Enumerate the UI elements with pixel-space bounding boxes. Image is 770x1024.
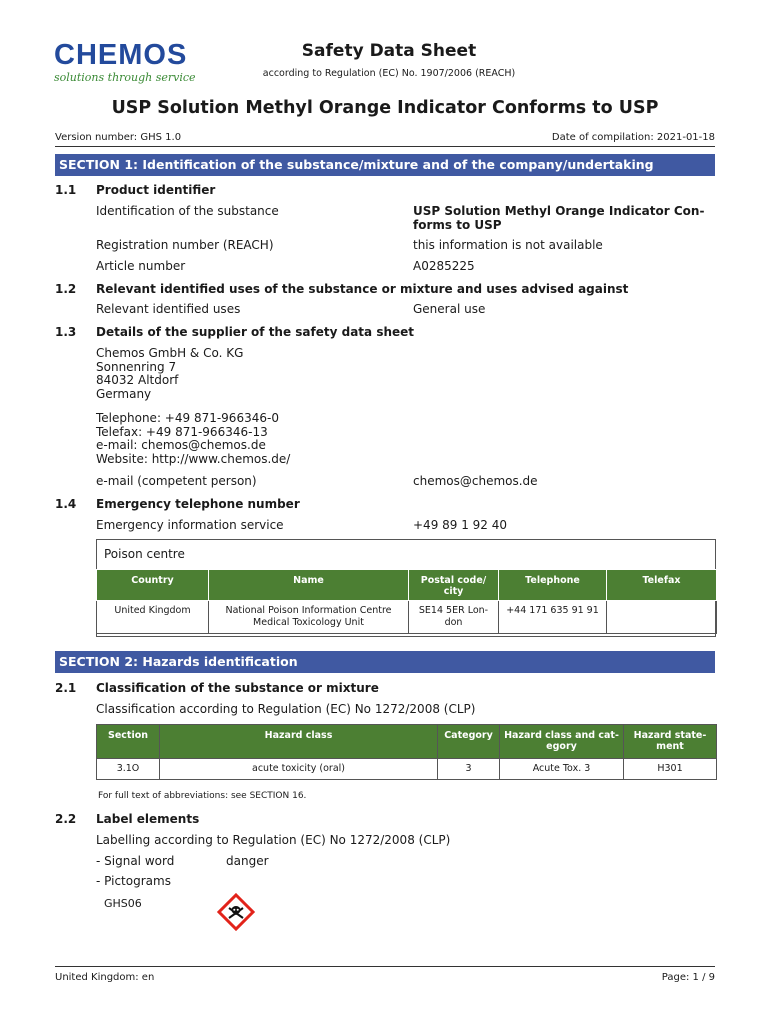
classification-table	[96, 724, 717, 780]
emergency-service-value: +49 89 1 92 40	[413, 518, 508, 532]
supplier-contact	[96, 412, 290, 466]
registration-label: Registration number (REACH)	[96, 238, 274, 252]
identification-value-line2: forms to USP	[413, 218, 502, 232]
signal-word-label: - Signal word	[96, 854, 175, 868]
table-cell: 3	[438, 759, 500, 780]
document-type: Safety Data Sheet	[301, 41, 477, 61]
address-line: 84032 Altdorf	[96, 373, 179, 388]
column-header: Postal code/ city	[409, 570, 499, 601]
subsection-number: 1.2	[55, 282, 77, 296]
pictogram-code: GHS06	[104, 897, 142, 910]
website-line: Website: http://www.chemos.de/	[96, 451, 291, 466]
footer-divider	[55, 966, 715, 967]
address-line: Chemos GmbH & Co. KG	[96, 346, 244, 360]
table-cell: National Poison Information Centre Medical Toxicology Unit	[209, 601, 409, 634]
column-header: Name	[209, 570, 409, 601]
column-header: Section	[97, 725, 160, 759]
table-cell: SE14 5ER Lon- don	[409, 601, 499, 634]
subsection-title: Relevant identified uses of the substance or mixture and uses advised against	[96, 282, 629, 296]
compilation-date: Date of compilation: 2021-01-18	[551, 132, 715, 143]
column-header: Category	[438, 725, 500, 759]
address-line: Sonnenring 7	[96, 359, 177, 374]
subsection-title: Classification of the substance or mixture	[96, 681, 379, 695]
article-number-value: A0285225	[413, 259, 475, 273]
competent-email-value: chemos@chemos.de	[413, 474, 538, 488]
table-row	[97, 601, 717, 634]
clp-classification-label: Classification according to Regulation (EC) No 1272/2008 (CLP)	[96, 702, 476, 716]
regulation-reference: according to Regulation (EC) No. 1907/2006 (REACH)	[262, 68, 516, 79]
subsection-title: Details of the supplier of the safety data sheet	[96, 325, 415, 339]
identification-label: Identification of the substance	[96, 204, 279, 218]
table-cell	[607, 601, 717, 634]
section-2-header: SECTION 2: Hazards identification	[55, 651, 715, 673]
competent-email-label: e-mail (competent person)	[96, 474, 257, 488]
poison-centre-caption: Poison centre	[104, 547, 185, 561]
table-row	[97, 759, 717, 780]
identified-uses-label: Relevant identified uses	[96, 302, 241, 316]
footer-locale: United Kingdom: en	[55, 972, 155, 983]
identified-uses-value: General use	[413, 302, 486, 316]
subsection-number: 2.2	[55, 812, 77, 826]
telefax-line: Telefax: +49 871-966346-13	[96, 424, 268, 439]
column-header: Telefax	[607, 570, 717, 601]
table-cell: +44 171 635 91 91	[499, 601, 607, 634]
table-cell: United Kingdom	[97, 601, 209, 634]
subsection-number: 2.1	[55, 681, 77, 695]
supplier-address	[96, 347, 243, 401]
labelling-text: Labelling according to Regulation (EC) No 1272/2008 (CLP)	[96, 833, 451, 847]
subsection-number: 1.4	[55, 497, 77, 511]
chemos-logo	[54, 40, 214, 90]
product-title: USP Solution Methyl Orange Indicator Conforms to USP	[111, 98, 659, 118]
table-cell: H301	[624, 759, 717, 780]
skull-crossbones-icon	[217, 893, 255, 931]
version-number: Version number: GHS 1.0	[55, 132, 182, 143]
table-cell: acute toxicity (oral)	[160, 759, 438, 780]
abbreviations-note: For full text of abbreviations: see SECTION 16.	[98, 791, 307, 801]
pictograms-label: - Pictograms	[96, 874, 171, 888]
subsection-title: Product identifier	[96, 183, 216, 197]
subsection-title: Emergency telephone number	[96, 497, 300, 511]
subsection-number: 1.3	[55, 325, 77, 339]
header-divider	[55, 146, 715, 147]
column-header: Country	[97, 570, 209, 601]
poison-centre-table	[96, 569, 717, 634]
column-header: Telephone	[499, 570, 607, 601]
table-header-row	[97, 570, 717, 601]
registration-value: this information is not available	[413, 238, 603, 252]
signal-word-value: danger	[226, 854, 269, 868]
table-cell: Acute Tox. 3	[500, 759, 624, 780]
column-header: Hazard class	[160, 725, 438, 759]
subsection-number: 1.1	[55, 183, 77, 197]
logo-tagline: solutions through service	[54, 71, 196, 84]
article-number-label: Article number	[96, 259, 186, 273]
emergency-service-label: Emergency information service	[96, 518, 284, 532]
email-line: e-mail: chemos@chemos.de	[96, 438, 266, 453]
column-header: Hazard class and cat- egory	[500, 725, 624, 759]
section-1-header: SECTION 1: Identification of the substance/mixture and of the company/undertaking	[55, 154, 715, 176]
identification-value-line1: USP Solution Methyl Orange Indicator Con-	[413, 204, 705, 218]
column-header: Hazard state- ment	[624, 725, 717, 759]
logo-wordmark: CHEMOS	[54, 39, 188, 71]
subsection-title: Label elements	[96, 812, 200, 826]
page-number: Page: 1 / 9	[661, 972, 715, 983]
address-line: Germany	[96, 386, 152, 401]
table-cell: 3.1O	[97, 759, 160, 780]
table-header-row	[97, 725, 717, 759]
telephone-line: Telephone: +49 871-966346-0	[96, 411, 279, 425]
